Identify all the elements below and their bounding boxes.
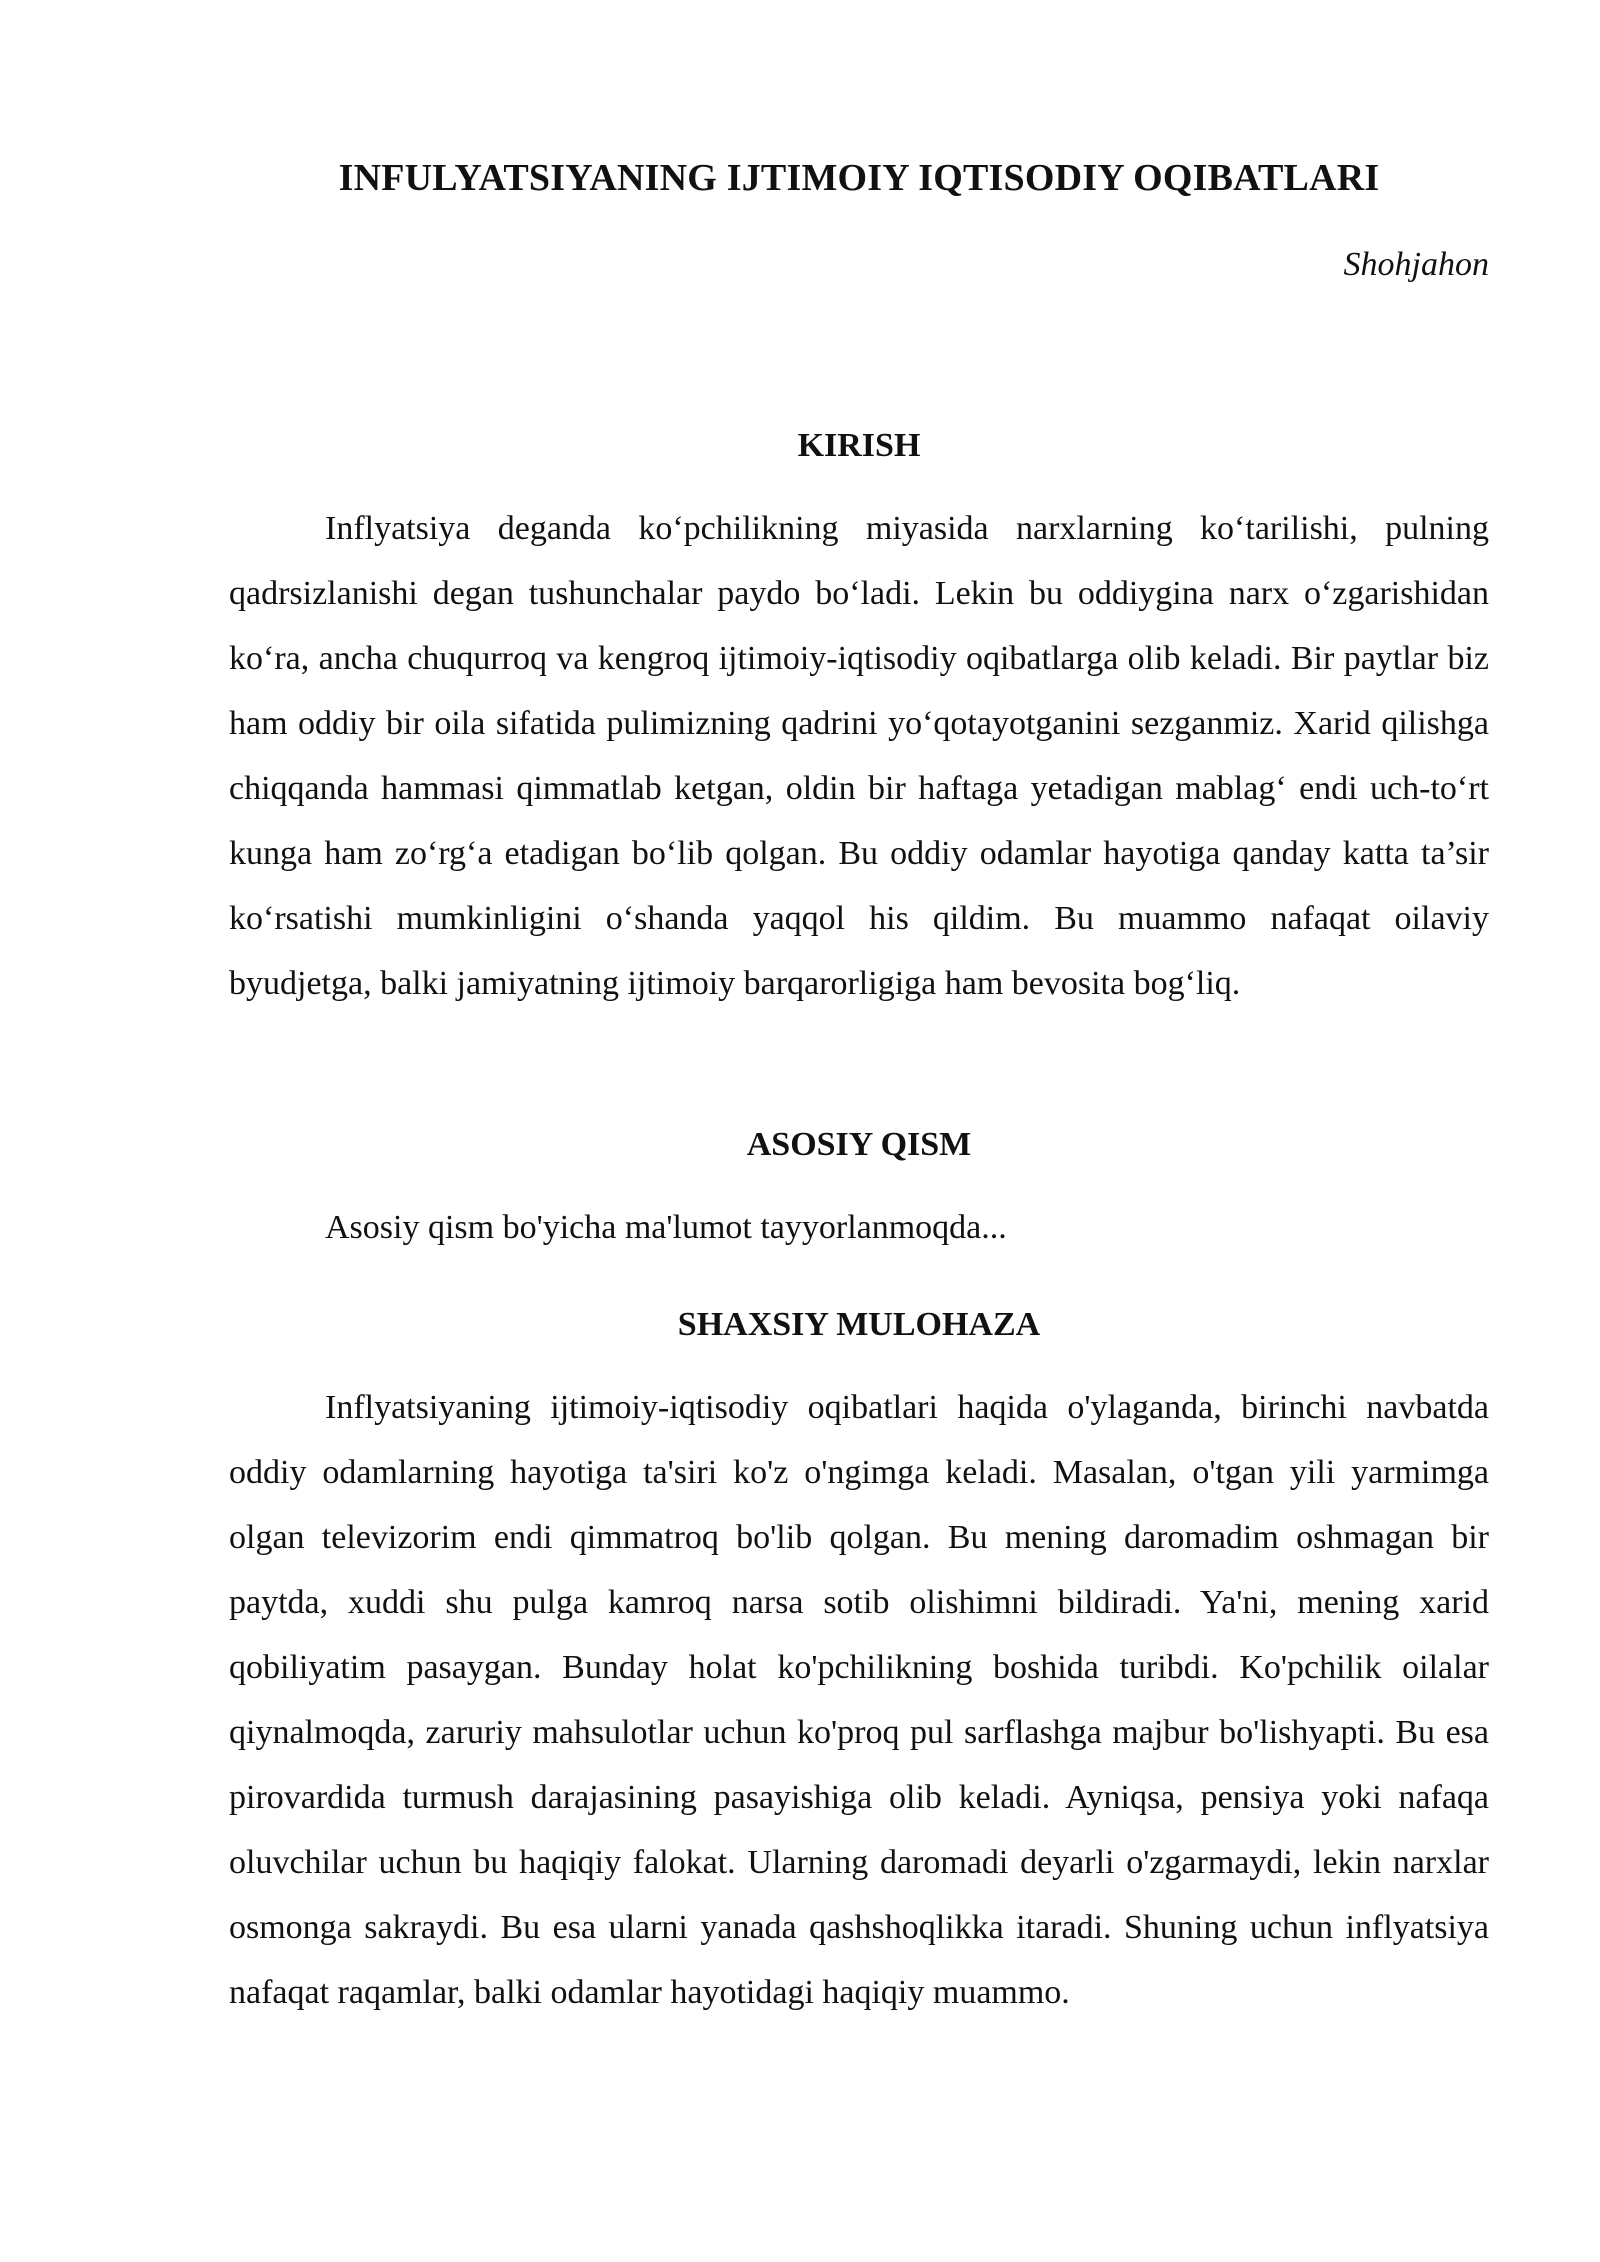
section-heading-shaxsiy-mulohaza: SHAXSIY MULOHAZA	[677, 1306, 1041, 1343]
document-title: INFULYATSIYANING IJTIMOIY IQTISODIY OQIBATLARI	[338, 157, 1380, 199]
section-heading-kirish: KIRISH	[797, 427, 921, 464]
section-paragraph-shaxsiy-mulohaza: Inflyatsiyaning ijtimoiy-iqtisodiy oqibatlari haqida o'ylaganda, birinchi navbatda oddiy odamlarning hayotiga ta'siri ko'z o'ngimga keladi. Masalan, o'tgan yili yarmimga olgan televizorim endi qimmatroq bo'lib qolgan. Bu mening daromadim oshmagan bir paytda, xuddi shu pulga kamroq narsa sotib olishimni bildiradi. Ya'ni, mening xarid qobiliyatim pasaygan. Bunday holat ko'pchilikning boshida turibdi. Ko'pchilik oilalar qiynalmoqda, zaruriy mahsulotlar uchun ko'proq pul sarflashga majbur bo'lishyapti. Bu esa pirovardida turmush darajasining pasayishiga olib keladi. Ayniqsa, pensiya yoki nafaqa oluvchilar uchun bu haqiqiy falokat. Ularning daromadi deyarli o'zgarmaydi, lekin narxlar osmonga sakraydi. Bu esa ularni yanada qashshoqlikka itaradi. Shuning uchun inflyatsiya nafaqat raqamlar, balki odamlar hayotidagi haqiqiy muammo.	[229, 1389, 1489, 2011]
section-paragraph-kirish: Inflyatsiya deganda ko‘pchilikning miyasida narxlarning ko‘tarilishi, pulning qadrsizlanishi degan tushunchalar paydo bo‘ladi. Lekin bu oddiygina narx o‘zgarishidan ko‘ra, ancha chuqurroq va kengroq ijtimoiy-iqtisodiy oqibatlarga olib keladi. Bir paytlar biz ham oddiy bir oila sifatida pulimizning qadrini yo‘qotayotganini sezganmiz. Xarid qilishga chiqqanda hammasi qimmatlab ketgan, oldin bir haftaga yetadigan mablag‘ endi uch-to‘rt kunga ham zo‘rg‘a etadigan bo‘lib qolgan. Bu oddiy odamlar hayotiga qanday katta ta’sir ko‘rsatishi mumkinligini o‘shanda yaqqol his qildim. Bu muammo nafaqat oilaviy byudjetga, balki jamiyatning ijtimoiy barqarorligiga ham bevosita bog‘liq.	[229, 510, 1489, 1002]
author-name: Shohjahon	[1343, 246, 1489, 283]
section-heading-asosiy-qism: ASOSIY QISM	[746, 1126, 972, 1163]
section-paragraph-asosiy-qism: Asosiy qism bo'yicha ma'lumot tayyorlanmoqda...	[325, 1209, 1007, 1246]
